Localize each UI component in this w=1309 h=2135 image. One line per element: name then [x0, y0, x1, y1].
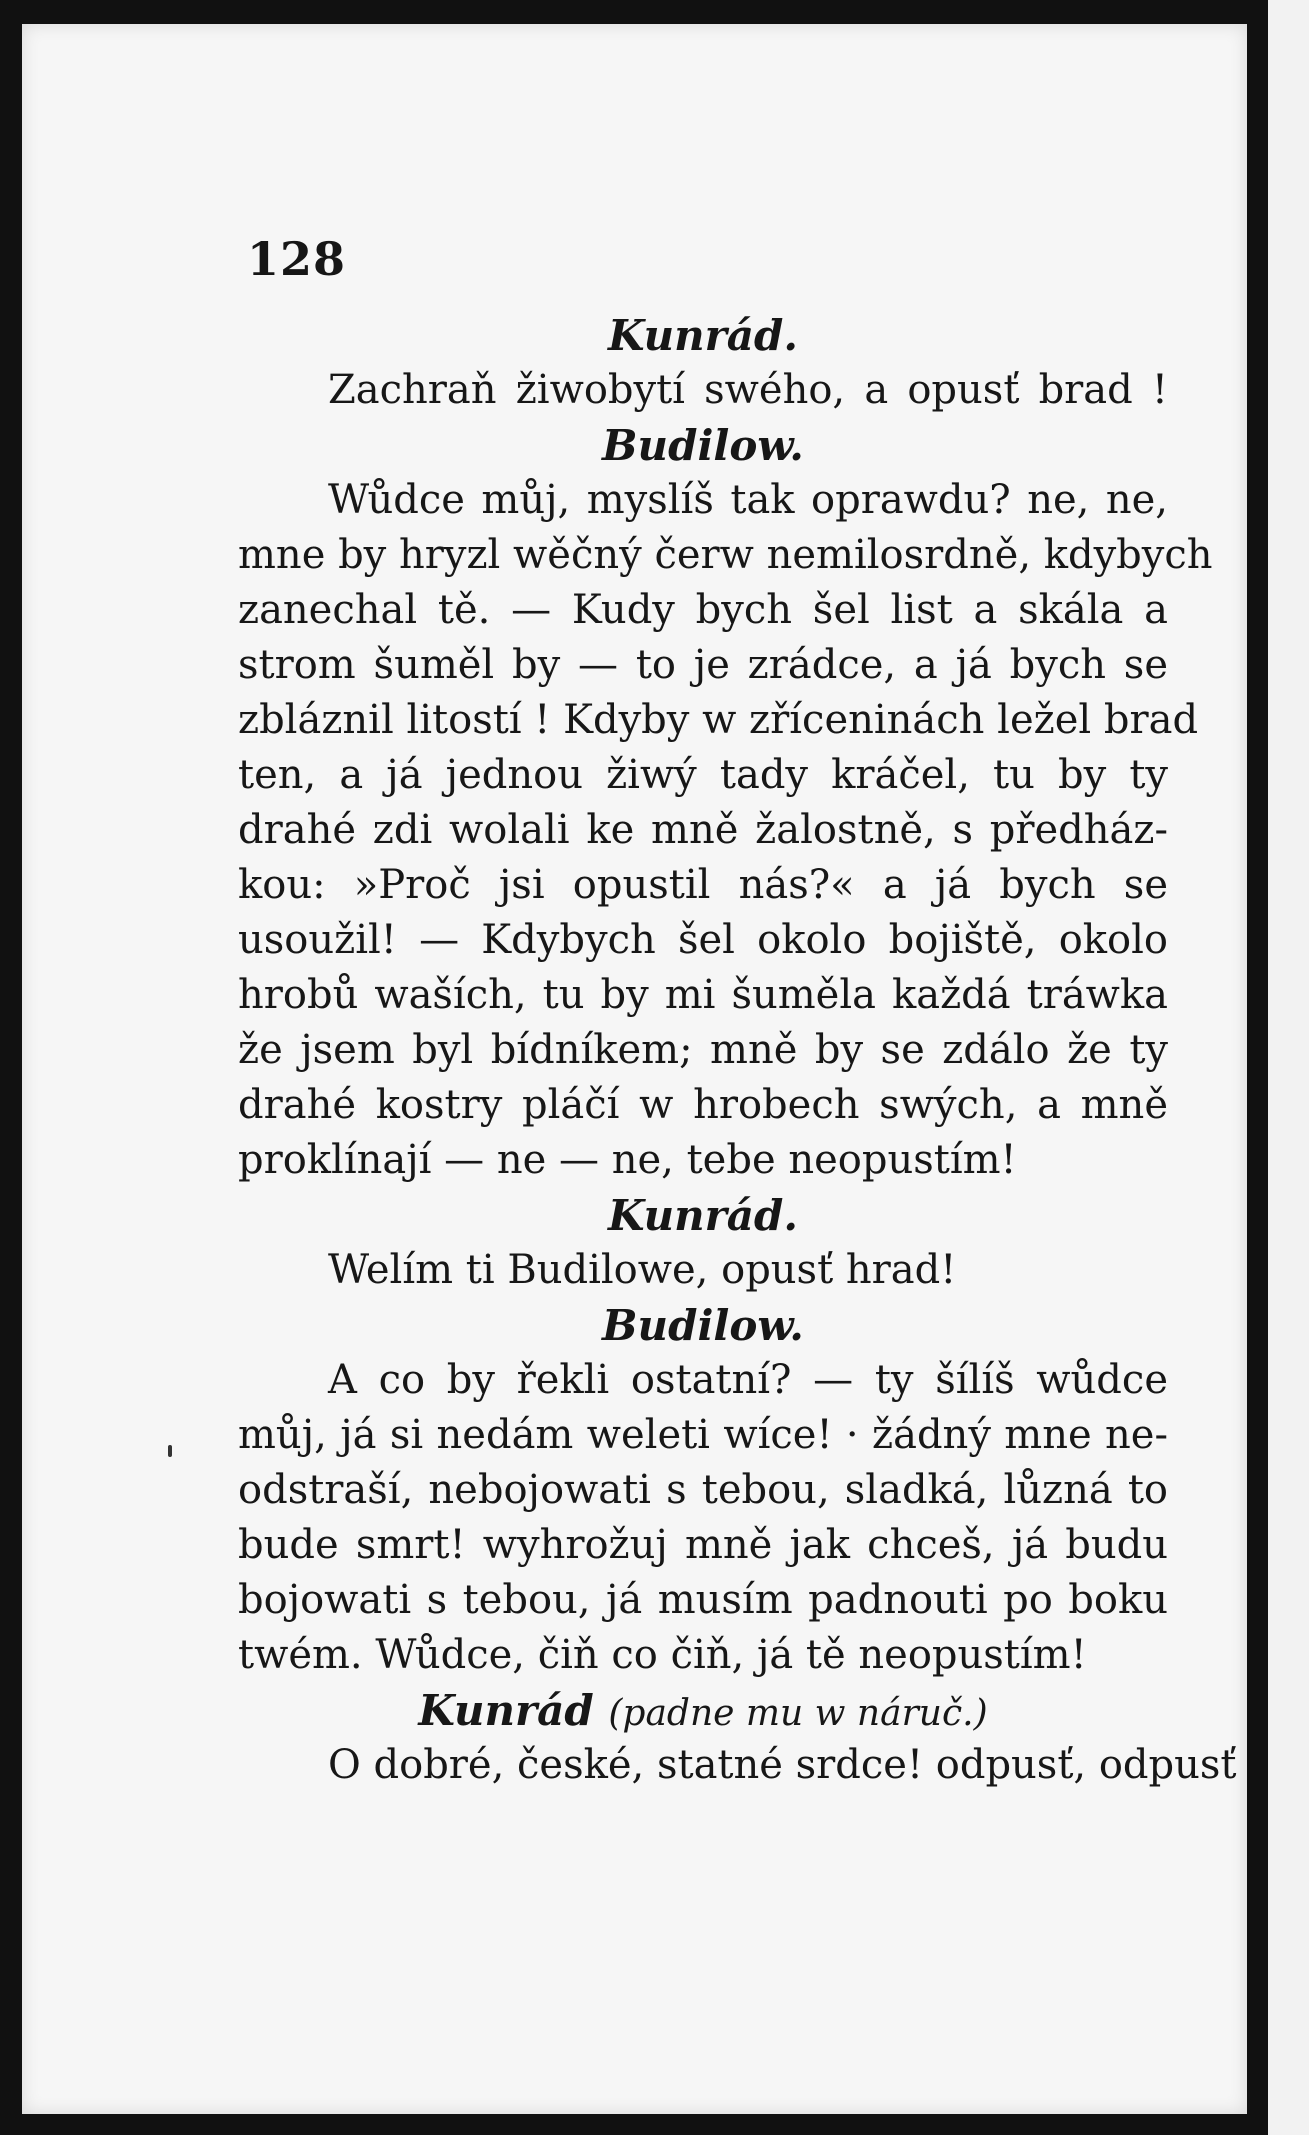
text-line: usoužil! — Kdybych šel okolo bojiště, okolo [238, 917, 1168, 963]
text-line: O dobré, české, statné srdce! odpusť, odpusť [328, 1742, 1237, 1788]
text-line: ten, a já jednou žiwý tady kráčel, tu by ty [238, 752, 1168, 798]
text-line: Wůdce můj, myslíš tak oprawdu? ne, ne, [328, 477, 1168, 523]
text-line: drahé kostry pláčí w hrobech swých, a mně [238, 1082, 1168, 1128]
text-line: bojowati s tebou, já musím padnouti po boku [238, 1577, 1168, 1623]
text-line: odstraší, nebojowati s tebou, sladká, lůzná to [238, 1467, 1168, 1513]
text-line: twém. Wůdce, čiň co čiň, já tě neopustím! [238, 1632, 1087, 1678]
speaker-name: Kunrád. [608, 1191, 798, 1240]
text-line: strom šuměl by — to je zrádce, a já bych se [238, 642, 1168, 688]
text-line: Welím ti Budilowe, opusť hrad! [328, 1247, 957, 1293]
text-line: hrobů waších, tu by mi šuměla každá tráwka [238, 972, 1168, 1018]
dialogue-text [238, 308, 1237, 1793]
text-line: A co by řekli ostatní? — ty šílíš wůdce [328, 1357, 1168, 1403]
speaker-name: Budilow. [602, 421, 804, 470]
speaker-name: Kunrád [418, 1686, 594, 1735]
stray-ink-mark [168, 1445, 172, 1457]
text-line: bude smrt! wyhrožuj mně jak chceš, já budu [238, 1522, 1168, 1568]
text-line: Zachraň žiwobytí swého, a opusť brad ! [328, 367, 1168, 413]
text-line: kou: »Proč jsi opustil nás?« a já bych se [238, 862, 1168, 908]
text-line: můj, já si nedám weleti wíce! · žádný mne ne- [238, 1412, 1168, 1458]
text-line: drahé zdi wolali ke mně žalostně, s předház- [238, 807, 1168, 853]
text-line: že jsem byl bídníkem; mně by se zdálo že ty [238, 1027, 1168, 1073]
speaker-name: Kunrád. [608, 311, 798, 360]
page-number: 128 [247, 232, 347, 286]
speaker-name: Budilow. [602, 1301, 804, 1350]
text-line: zanechal tě. — Kudy bych šel list a skála a [238, 587, 1168, 633]
text-line: proklínají — ne — ne, tebe neopustím! [238, 1137, 1017, 1183]
text-line: mne by hryzl wěčný čerw nemilosrdně, kdybych [238, 532, 1213, 578]
next-page-edge [1268, 0, 1309, 2135]
speaker-with-stage-direction [238, 1683, 1168, 1738]
stage-direction: (padne mu w náruč.) [608, 1693, 988, 1734]
text-line: zbláznil litostí ! Kdyby w zříceninách ležel brad [238, 697, 1199, 743]
